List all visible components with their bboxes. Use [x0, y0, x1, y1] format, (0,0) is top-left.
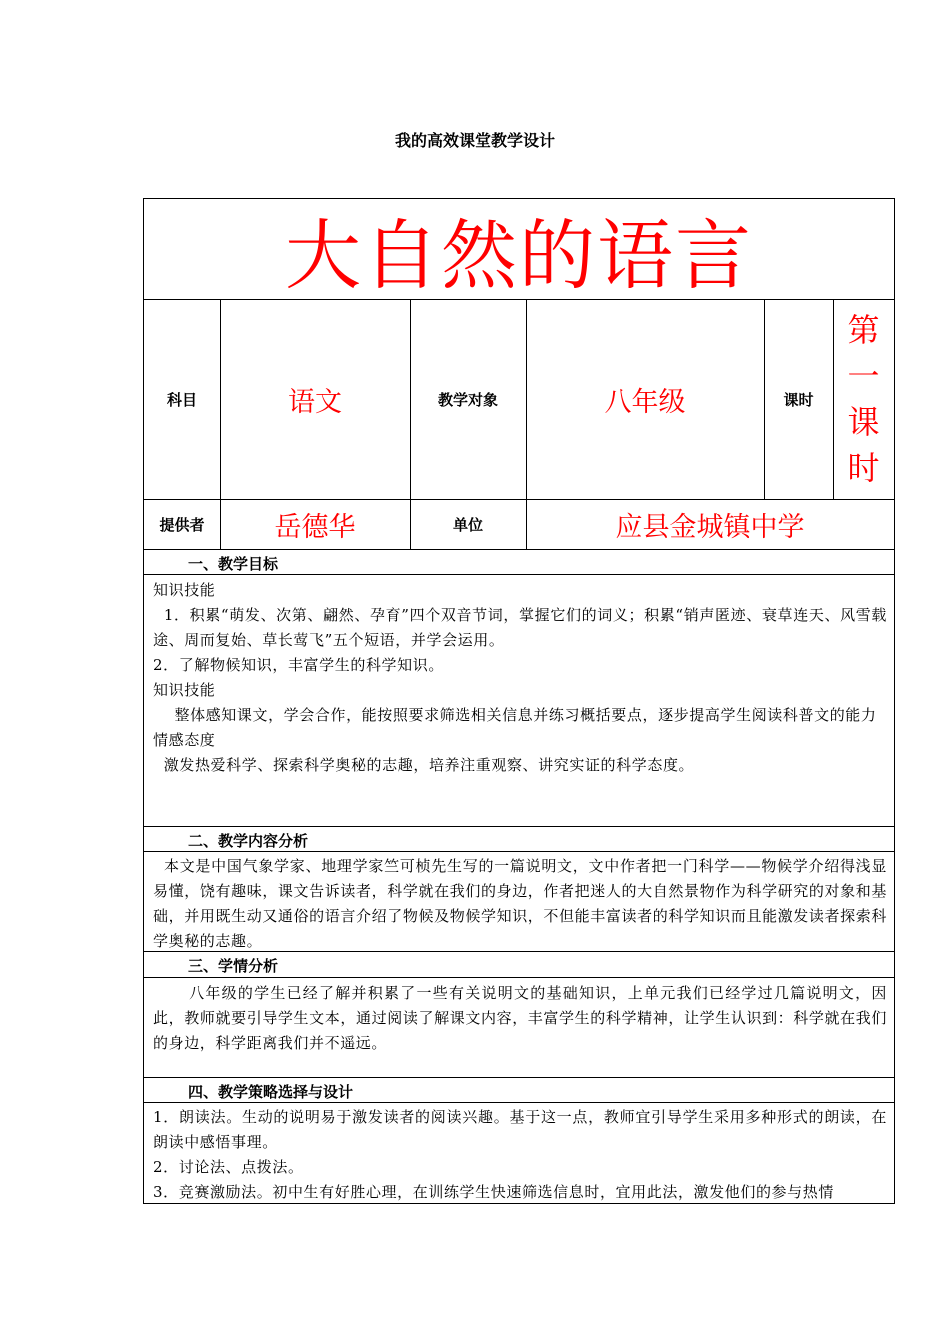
body-line: 2．讨论法、点拨法。 [153, 1158, 304, 1176]
section-heading-strategy: 四、教学策略选择与设计 [188, 1083, 354, 1101]
table-rule [144, 574, 894, 575]
provider-value: 岳德华 [274, 511, 356, 543]
period-value [833, 299, 894, 499]
section-body-objectives [153, 578, 887, 778]
body-line: 整体感知课文，学会合作，能按照要求筛选相关信息并练习概括要点，逐步提高学生阅读科普文的能力 [153, 706, 877, 724]
table-rule [144, 851, 894, 852]
body-line: 1．朗读法。生动的说明易于激发读者的阅读兴趣。基于这一点，教师宜引导学生采用多种形式的朗读，在朗读中感悟事理。 [153, 1108, 887, 1151]
section-body-strategy [153, 1105, 887, 1205]
body-line: 知识技能 [153, 681, 216, 699]
body-line: 2．了解物候知识，丰富学生的科学知识。 [153, 656, 444, 674]
body-line: 激发热爱科学、探索科学奥秘的志趣，培养注重观察、讲究实证的科学态度。 [153, 756, 695, 774]
lesson-plan-table [143, 198, 895, 1204]
section-heading-content-analysis: 二、教学内容分析 [188, 832, 309, 850]
period-char: 一 [847, 357, 880, 395]
table-rule [144, 549, 894, 550]
period-char: 第 [847, 311, 880, 349]
provider-label: 提供者 [159, 515, 205, 534]
audience-label: 教学对象 [437, 390, 498, 409]
table-rule [144, 1102, 894, 1103]
document-title: 我的高效课堂教学设计 [394, 131, 555, 150]
body-line: 知识技能 [153, 581, 216, 599]
table-rule [144, 826, 894, 827]
subject-value: 语文 [288, 386, 342, 418]
body-line: 3．竞赛激励法。初中生有好胜心理，在训练学生快速筛选信息时，宜用此法，激发他们的参与热情 [153, 1183, 834, 1201]
unit-label: 单位 [452, 515, 483, 534]
lesson-title: 大自然的语言 [285, 210, 753, 300]
table-rule [144, 977, 894, 978]
period-label: 课时 [783, 390, 814, 409]
audience-value: 八年级 [604, 386, 686, 418]
body-line: 本文是中国气象学家、地理学家竺可桢先生写的一篇说明文，文中作者把一门科学——物候学介绍得浅显易懂，饶有趣味，课文告诉读者，科学就在我们的身边，作者把迷人的大自然景物作为科学研究的对象和基础，并用既生动又通俗的语言介绍了物候及物候学知识，不但能丰富读者的科学知识而且能激发读者探索科学奥秘的志趣。 [153, 857, 887, 950]
section-body-content-analysis [153, 854, 887, 954]
body-line: 情感态度 [153, 731, 216, 749]
body-line: 八年级的学生已经了解并积累了一些有关说明文的基础知识，上单元我们已经学过几篇说明文，因此，教师就要引导学生文本，通过阅读了解课文内容，丰富学生的科学精神，让学生认识到：科学就在我们的身边，科学距离我们并不遥远。 [153, 984, 887, 1052]
section-heading-objectives: 一、教学目标 [188, 555, 279, 573]
period-char: 时 [847, 449, 880, 487]
subject-label: 科目 [166, 390, 197, 409]
table-rule [144, 1077, 894, 1078]
section-heading-learner-analysis: 三、学情分析 [188, 957, 279, 975]
body-line: 1．积累“萌发、次第、翩然、孕育”四个双音节词，掌握它们的词义；积累“销声匿迹、衰草连天、风雪载途、周而复始、草长莺飞”五个短语，并学会运用。 [153, 606, 887, 649]
section-body-learner-analysis [153, 981, 887, 1056]
unit-value: 应县金城镇中学 [615, 511, 805, 543]
period-char: 课 [847, 403, 880, 441]
